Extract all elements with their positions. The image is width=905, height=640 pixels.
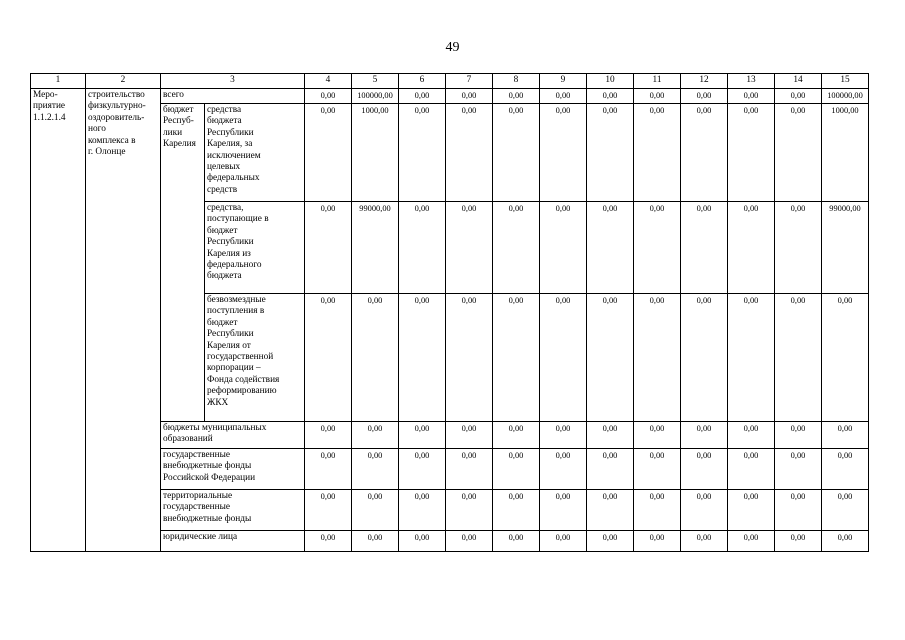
value-cell: 0,00	[446, 202, 493, 294]
value-cell: 0,00	[681, 490, 728, 531]
value-cell: 0,00	[540, 449, 587, 490]
header-cell: 1	[31, 74, 86, 89]
value-cell: 0,00	[681, 449, 728, 490]
value-cell: 0,00	[587, 531, 634, 552]
header-cell: 2	[86, 74, 161, 89]
value-cell: 1000,00	[822, 104, 869, 202]
value-cell: 0,00	[540, 422, 587, 449]
value-cell: 0,00	[305, 531, 352, 552]
value-cell: 0,00	[305, 490, 352, 531]
value-cell: 0,00	[305, 104, 352, 202]
value-cell: 0,00	[352, 294, 399, 422]
value-cell: 0,00	[587, 490, 634, 531]
value-cell: 0,00	[540, 531, 587, 552]
value-cell: 0,00	[681, 104, 728, 202]
value-cell: 0,00	[587, 104, 634, 202]
value-cell: 0,00	[446, 449, 493, 490]
value-cell: 0,00	[587, 422, 634, 449]
value-cell: 0,00	[775, 89, 822, 104]
value-cell: 0,00	[728, 202, 775, 294]
header-cell: 7	[446, 74, 493, 89]
value-cell: 0,00	[540, 490, 587, 531]
value-cell: 0,00	[728, 422, 775, 449]
header-cell: 13	[728, 74, 775, 89]
header-row	[31, 74, 869, 89]
header-cell: 5	[352, 74, 399, 89]
value-cell: 0,00	[493, 104, 540, 202]
value-cell: 0,00	[493, 294, 540, 422]
value-cell: 0,00	[681, 202, 728, 294]
value-cell: 0,00	[446, 89, 493, 104]
value-cell: 0,00	[399, 449, 446, 490]
value-cell: 0,00	[728, 104, 775, 202]
row-label: государственные внебюджетные фонды Российской Федерации	[161, 449, 305, 490]
row-label: территориальные государственные внебюджетные фонды	[161, 490, 305, 531]
value-cell: 0,00	[493, 422, 540, 449]
value-cell: 0,00	[399, 104, 446, 202]
value-cell: 0,00	[352, 531, 399, 552]
value-cell: 0,00	[305, 449, 352, 490]
value-cell: 0,00	[352, 490, 399, 531]
value-cell: 0,00	[446, 531, 493, 552]
value-cell: 1000,00	[352, 104, 399, 202]
value-cell: 0,00	[587, 202, 634, 294]
value-cell: 0,00	[305, 294, 352, 422]
table-row-total	[31, 89, 869, 104]
value-cell: 0,00	[822, 449, 869, 490]
value-cell: 0,00	[305, 202, 352, 294]
value-cell: 0,00	[399, 531, 446, 552]
value-cell: 0,00	[634, 490, 681, 531]
value-cell: 100000,00	[822, 89, 869, 104]
header-cell: 8	[493, 74, 540, 89]
value-cell: 0,00	[822, 490, 869, 531]
value-cell: 0,00	[446, 104, 493, 202]
value-cell: 0,00	[399, 202, 446, 294]
value-cell: 0,00	[587, 89, 634, 104]
budget-table	[30, 73, 869, 552]
value-cell: 0,00	[399, 294, 446, 422]
row-label: всего	[161, 89, 305, 104]
value-cell: 0,00	[681, 294, 728, 422]
measure-name: строительство физкультурно- оздоровитель- ного комплекса в г. Олонце	[86, 89, 161, 552]
measure-id: Меро- приятие 1.1.2.1.4	[31, 89, 86, 552]
header-cell: 12	[681, 74, 728, 89]
header-cell: 9	[540, 74, 587, 89]
value-cell: 0,00	[728, 490, 775, 531]
value-cell: 0,00	[399, 422, 446, 449]
value-cell: 0,00	[540, 89, 587, 104]
value-cell: 0,00	[493, 89, 540, 104]
value-cell: 0,00	[446, 490, 493, 531]
value-cell: 0,00	[493, 490, 540, 531]
value-cell: 0,00	[681, 422, 728, 449]
row-label: средства бюджета Республики Карелия, за исключением целевых федеральных средств	[205, 104, 305, 202]
row-label: средства, поступающие в бюджет Республики Карелия из федерального бюджета	[205, 202, 305, 294]
value-cell: 0,00	[728, 531, 775, 552]
value-cell: 0,00	[775, 449, 822, 490]
value-cell: 0,00	[540, 294, 587, 422]
value-cell: 0,00	[775, 531, 822, 552]
header-cell: 11	[634, 74, 681, 89]
value-cell: 0,00	[634, 422, 681, 449]
value-cell: 0,00	[446, 294, 493, 422]
header-cell: 3	[161, 74, 305, 89]
page-number: 49	[445, 40, 460, 55]
value-cell: 0,00	[634, 104, 681, 202]
header-cell: 10	[587, 74, 634, 89]
value-cell: 0,00	[634, 294, 681, 422]
value-cell: 100000,00	[352, 89, 399, 104]
value-cell: 0,00	[634, 89, 681, 104]
value-cell: 0,00	[399, 89, 446, 104]
value-cell: 0,00	[775, 202, 822, 294]
value-cell: 0,00	[728, 294, 775, 422]
row-label: безвозмездные поступления в бюджет Республики Карелия от государственной корпорации – Фонда содействия реформированию ЖКХ	[205, 294, 305, 422]
value-cell: 0,00	[728, 449, 775, 490]
value-cell: 0,00	[305, 89, 352, 104]
value-cell: 0,00	[775, 490, 822, 531]
value-cell: 0,00	[305, 422, 352, 449]
value-cell: 0,00	[634, 531, 681, 552]
value-cell: 0,00	[399, 490, 446, 531]
header-cell: 6	[399, 74, 446, 89]
value-cell: 0,00	[634, 202, 681, 294]
value-cell: 0,00	[493, 449, 540, 490]
value-cell: 0,00	[493, 202, 540, 294]
value-cell: 0,00	[446, 422, 493, 449]
row-label: юридические лица	[161, 531, 305, 552]
value-cell: 0,00	[634, 449, 681, 490]
value-cell: 0,00	[728, 89, 775, 104]
value-cell: 0,00	[822, 422, 869, 449]
value-cell: 0,00	[681, 531, 728, 552]
budget-rk-label: бюджет Респуб- лики Карелия	[161, 104, 205, 422]
value-cell: 99000,00	[822, 202, 869, 294]
value-cell: 99000,00	[352, 202, 399, 294]
row-label: бюджеты муниципальных образований	[161, 422, 305, 449]
value-cell: 0,00	[540, 104, 587, 202]
value-cell: 0,00	[587, 294, 634, 422]
value-cell: 0,00	[681, 89, 728, 104]
value-cell: 0,00	[822, 294, 869, 422]
value-cell: 0,00	[775, 104, 822, 202]
value-cell: 0,00	[822, 531, 869, 552]
header-cell: 15	[822, 74, 869, 89]
value-cell: 0,00	[352, 422, 399, 449]
header-cell: 14	[775, 74, 822, 89]
value-cell: 0,00	[352, 449, 399, 490]
value-cell: 0,00	[587, 449, 634, 490]
value-cell: 0,00	[540, 202, 587, 294]
header-cell: 4	[305, 74, 352, 89]
value-cell: 0,00	[775, 294, 822, 422]
value-cell: 0,00	[775, 422, 822, 449]
value-cell: 0,00	[493, 531, 540, 552]
